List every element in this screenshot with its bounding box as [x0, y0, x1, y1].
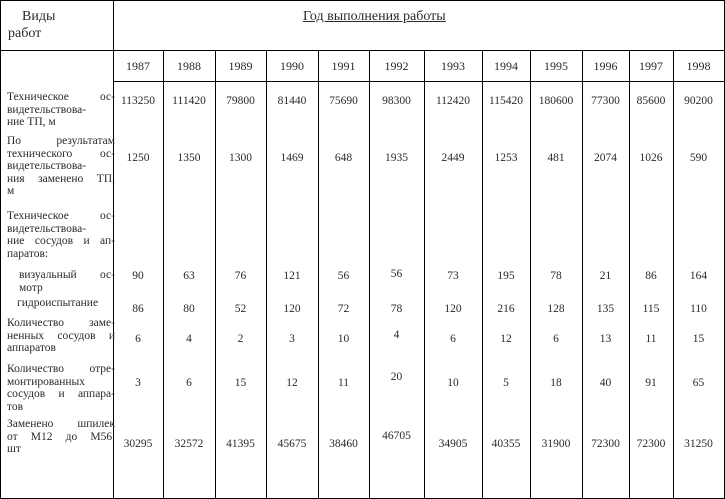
row-header-label: [8, 8, 55, 42]
table-cell: 18: [550, 377, 562, 389]
row-label: [7, 297, 113, 310]
table-cell: 110: [690, 303, 707, 315]
table-cell: 45675: [277, 438, 307, 450]
table-cell: 38460: [329, 438, 358, 450]
year-header-cell: 1993: [441, 59, 465, 73]
table-cell: 31900: [541, 438, 571, 450]
table-cell: 32572: [174, 438, 204, 450]
year-header-cell: 1987: [126, 59, 150, 73]
table-cell: 590: [689, 152, 708, 164]
table-cell: 5: [503, 377, 509, 389]
row-label-line: м: [7, 185, 15, 198]
year-header-cell: 1989: [228, 59, 253, 73]
row-label-line: технического ос-: [7, 147, 115, 160]
table-cell: 115420: [488, 95, 524, 107]
table-cell: 80: [183, 303, 195, 315]
table-cell: 78: [390, 303, 403, 315]
row-label-line: тов: [7, 400, 24, 413]
row-label-line: Техническое ос-: [7, 210, 115, 222]
table-cell: 1250: [126, 152, 150, 164]
table-cell: 85600: [636, 95, 666, 107]
table-cell: 2074: [594, 152, 617, 164]
row-label: [7, 135, 115, 198]
row-label-line: монтированных: [7, 375, 86, 388]
row-label-line: визуальный ос-: [19, 269, 115, 281]
row-label-line: ние ТП, м: [7, 116, 56, 129]
table-cell: 120: [444, 303, 462, 315]
years-divider: [113, 81, 725, 82]
table-cell: 11: [337, 377, 350, 389]
table-cell: 86: [645, 270, 657, 282]
table-cell: 30295: [123, 438, 153, 450]
row-label-line: Техническое ос-: [7, 91, 115, 103]
row-label: [7, 418, 115, 456]
table-top-border: [0, 0, 725, 1]
table-cell: 6: [186, 377, 192, 389]
table-cell: 73: [447, 270, 459, 282]
table-cell: 216: [497, 303, 515, 315]
table-cell: 648: [334, 152, 353, 164]
table-cell: 135: [596, 303, 615, 315]
table-cell: 12: [286, 377, 298, 389]
row-label: [7, 317, 115, 355]
row-label-line: сосудов и аппара-: [7, 388, 115, 401]
row-label: [7, 363, 115, 413]
row-label-line: По результатам: [7, 135, 115, 147]
table-cell: 195: [497, 270, 515, 282]
table-cell: 6: [553, 333, 559, 345]
table-cell: 77300: [591, 95, 620, 107]
table-cell: 481: [547, 152, 565, 164]
row-label-line: видетельствова-: [7, 160, 87, 173]
table-cell: 1253: [494, 152, 518, 164]
table-cell: 11: [645, 333, 657, 345]
table-cell: 128: [547, 303, 565, 315]
year-header-cell: 1997: [639, 59, 663, 73]
header-divider: [113, 50, 725, 51]
corner-divider: [0, 50, 113, 51]
table-cell: 2: [237, 333, 244, 345]
row-label: [7, 269, 115, 294]
row-label-line: ненных сосудов и: [7, 329, 115, 342]
year-header-cell: 1995: [544, 59, 568, 73]
row-label-line: видетельствова-: [7, 103, 87, 116]
table-cell: 4: [393, 329, 400, 341]
table-cell: 15: [692, 333, 705, 345]
year-header-cell: 1996: [593, 59, 618, 73]
table-cell: 6: [450, 333, 456, 345]
table-cell: 90200: [684, 95, 713, 107]
corner-label-line: Виды: [22, 9, 56, 24]
row-label-line: видетельствова-: [7, 222, 87, 235]
table-cell: 72300: [636, 438, 666, 450]
table-cell: 40355: [491, 438, 521, 450]
table-cell: 63: [183, 270, 195, 282]
table-cell: 46705: [382, 430, 411, 442]
table-cell: 78: [550, 270, 562, 282]
table-cell: 10: [447, 377, 459, 389]
table-cell: 111420: [172, 95, 206, 107]
table-cell: 91: [645, 377, 657, 389]
table-cell: 41395: [226, 438, 255, 450]
table-left-border: [0, 0, 1, 499]
table-cell: 10: [337, 333, 350, 345]
table-cell: 76: [234, 270, 247, 282]
table-cell: 1026: [639, 152, 663, 164]
table-cell: 81440: [277, 95, 307, 107]
table-cell: 21: [599, 270, 612, 282]
table-cell: 4: [186, 333, 192, 345]
table-cell: 1935: [385, 152, 408, 164]
year-header-cell: 1988: [177, 59, 201, 73]
row-label: [7, 210, 115, 260]
row-label-line: мотр: [19, 281, 43, 294]
table-cell: 40: [599, 377, 612, 389]
table-cell: 56: [390, 268, 403, 280]
table-title: Год выполнения работы: [303, 9, 446, 24]
table-cell: 112420: [435, 95, 471, 107]
table-cell: 72: [337, 303, 350, 315]
table-cell: 1300: [229, 152, 252, 164]
table-cell: 86: [132, 303, 144, 315]
table-cell: 90: [132, 270, 144, 282]
table-cell: 180600: [538, 95, 574, 107]
table-cell: 121: [283, 270, 301, 282]
table-cell: 34905: [438, 438, 468, 450]
table-cell: 164: [689, 270, 708, 282]
row-label-line: от М12 до М56,: [7, 430, 115, 443]
table-cell: 3: [289, 333, 295, 345]
table-cell: 13: [599, 333, 612, 345]
row-label-line: аппаратов: [7, 342, 56, 355]
table-cell: 72300: [591, 438, 620, 450]
table-cell: 75690: [329, 95, 358, 107]
year-header-cell: 1992: [384, 59, 409, 73]
row-label-line: Количество заме-: [7, 317, 115, 329]
table-cell: 6: [135, 333, 141, 345]
table-cell: 120: [283, 303, 301, 315]
table-cell: 113250: [120, 95, 156, 107]
row-label: [7, 91, 115, 129]
table-cell: 65: [692, 377, 705, 389]
table-cell: 2449: [441, 152, 465, 164]
table-cell: 1350: [177, 152, 201, 164]
row-label-line: ния заменено ТП,: [7, 172, 115, 185]
row-label-line: Заменено шпилек: [7, 418, 115, 430]
year-header-cell: 1994: [494, 59, 518, 73]
year-header-cell: 1991: [331, 59, 356, 73]
table-cell: 3: [135, 377, 141, 389]
year-header-cell: 1990: [280, 59, 304, 73]
table-cell: 1469: [280, 152, 304, 164]
table-cell: 56: [337, 270, 350, 282]
table-cell: 98300: [382, 95, 411, 107]
table-cell: 79800: [226, 95, 255, 107]
row-label-line: Количество отре-: [7, 363, 115, 375]
table-cell: 20: [390, 371, 403, 383]
row-label-line: паратов:: [7, 247, 49, 260]
table-cell: 15: [234, 377, 247, 389]
table-cell: 12: [500, 333, 512, 345]
table-cell: 31250: [684, 438, 713, 450]
row-label-line: шт: [7, 443, 21, 456]
corner-label-line: работ: [8, 26, 42, 41]
year-header-cell: 1998: [686, 59, 711, 73]
table-cell: 52: [234, 303, 247, 315]
table-cell: 115: [642, 303, 660, 315]
row-label-line: ние сосудов и ап-: [7, 235, 115, 248]
row-label-line: гидроиспытание: [17, 297, 99, 309]
